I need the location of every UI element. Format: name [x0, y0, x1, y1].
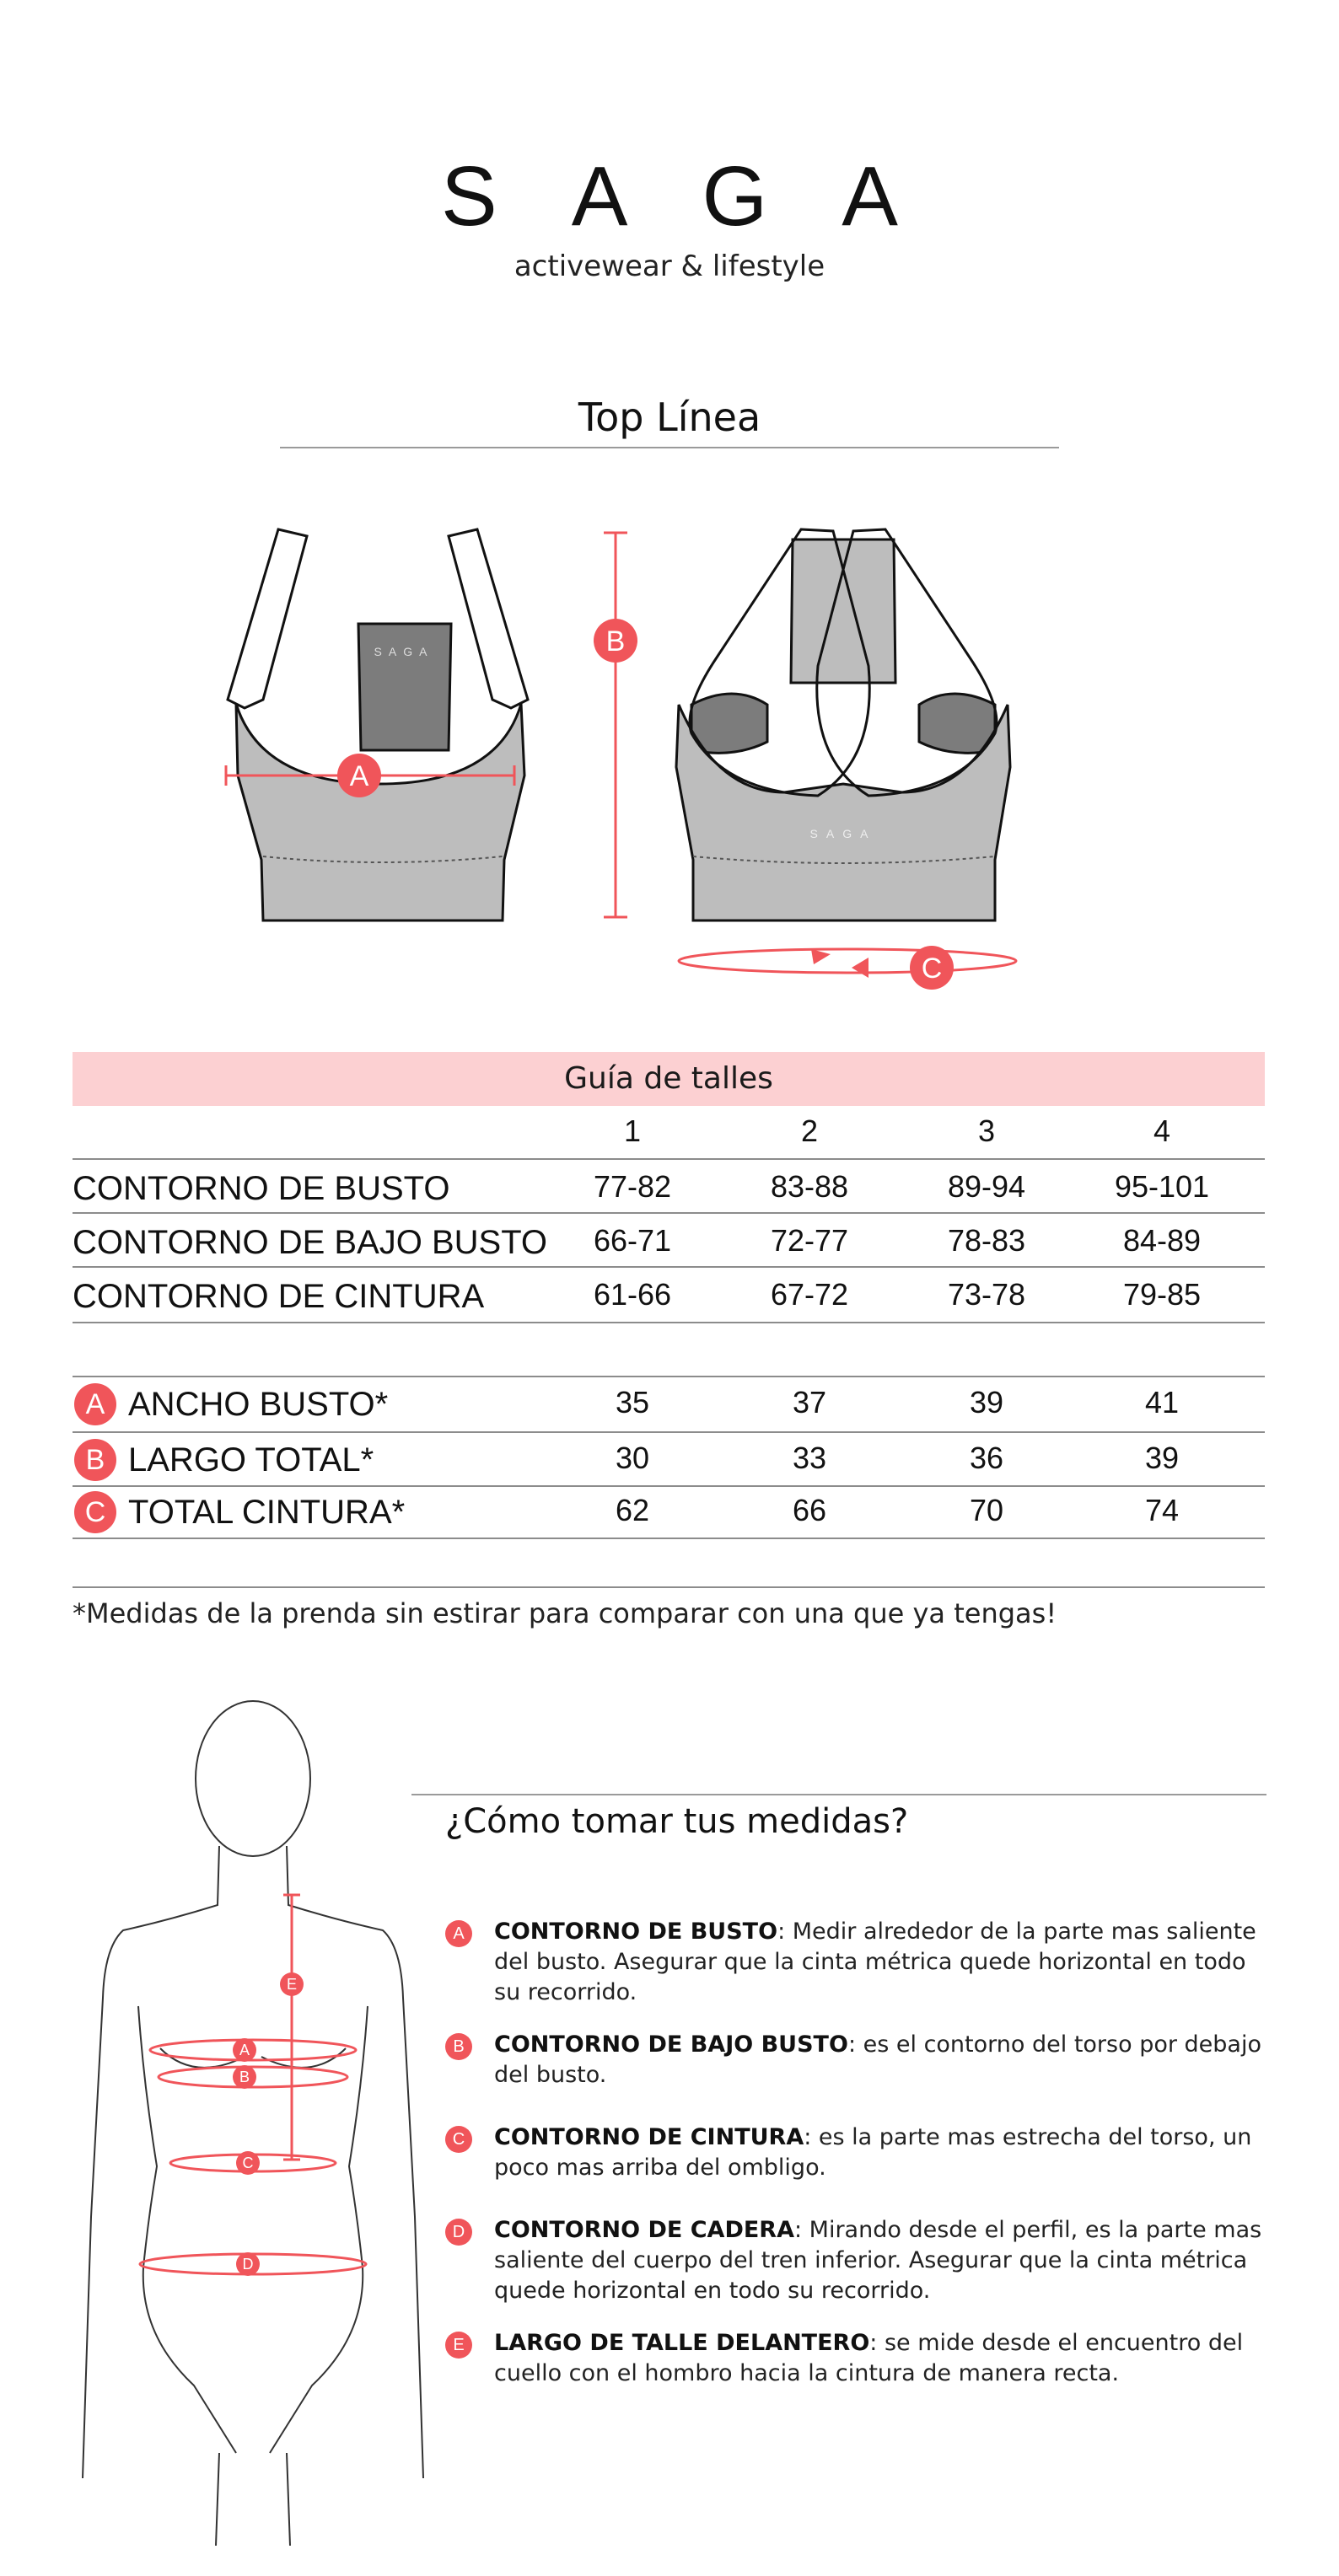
- step-badge: E: [445, 2332, 472, 2359]
- table-row: [73, 1269, 1265, 1323]
- step-item: [445, 1917, 1272, 2008]
- step-text: : es el contorno del torso por debajo del busto.: [494, 2031, 1261, 2088]
- table-cell: 72-77: [770, 1223, 849, 1258]
- garment-illustration: [211, 506, 1138, 995]
- table-row: [73, 1216, 1265, 1269]
- table-cell: 39: [969, 1385, 1004, 1419]
- badge-a: A: [74, 1383, 116, 1425]
- body-figure: [67, 1694, 438, 2554]
- divider: [73, 1212, 1265, 1214]
- table-cell: 79-85: [1122, 1277, 1202, 1312]
- step-item: [445, 2215, 1272, 2306]
- brand-tagline: activewear & lifestyle: [514, 250, 825, 283]
- size-guide-title: Guía de talles: [73, 1052, 1265, 1106]
- front-top-drawing: [226, 529, 637, 920]
- divider: [73, 1586, 1265, 1588]
- how-to-divider: [411, 1794, 1266, 1795]
- row-label: LARGO TOTAL*: [128, 1441, 374, 1479]
- front-logo: SAGA: [374, 645, 434, 658]
- garment-note: *Medidas de la prenda sin estirar para comparar con una que ya tengas!: [73, 1597, 1057, 1629]
- table-cell: 37: [792, 1385, 827, 1419]
- step-item: [445, 2030, 1272, 2090]
- size-4: 4: [1153, 1114, 1171, 1148]
- size-2: 2: [800, 1114, 819, 1148]
- step-term: CONTORNO DE BUSTO: [494, 1919, 778, 1945]
- table-cell: 73-78: [947, 1277, 1026, 1312]
- how-to-title: ¿Cómo tomar tus medidas?: [445, 1802, 909, 1841]
- back-logo: SAGA: [809, 827, 877, 840]
- step-term: LARGO DE TALLE DELANTERO: [494, 2330, 870, 2356]
- badge-c: C: [74, 1491, 116, 1533]
- marker-a: A: [349, 760, 369, 792]
- table-cell: 77-82: [593, 1169, 672, 1204]
- table-cell: 84-89: [1122, 1223, 1202, 1258]
- size-header-row: [73, 1106, 1265, 1160]
- step-badge: C: [445, 2126, 472, 2153]
- table-cell: 74: [1144, 1493, 1180, 1527]
- step-badge: D: [445, 2219, 472, 2246]
- table-cell: 78-83: [947, 1223, 1026, 1258]
- title-divider: [280, 447, 1059, 448]
- divider: [73, 1266, 1265, 1268]
- product-title: Top Línea: [578, 394, 761, 440]
- brand-logo: SAGA: [441, 149, 972, 244]
- marker-b: B: [605, 625, 626, 657]
- figure-marker-e: E: [286, 1976, 298, 1993]
- step-item: [445, 2328, 1272, 2389]
- step-text: : Medir alrededor de la parte mas saliente del busto. Asegurar que la cinta métrica quede horizontal en todo su recorrido.: [494, 1919, 1256, 2005]
- row-label: ANCHO BUSTO*: [128, 1386, 389, 1423]
- row-label: TOTAL CINTURA*: [128, 1494, 406, 1531]
- figure-marker-d: D: [242, 2256, 254, 2273]
- marker-c: C: [921, 953, 943, 985]
- step-term: CONTORNO DE BAJO BUSTO: [494, 2031, 848, 2058]
- figure-marker-a: A: [239, 2042, 250, 2058]
- table-cell: 39: [1144, 1441, 1180, 1475]
- table-cell: 66: [792, 1493, 827, 1527]
- step-item: [445, 2123, 1272, 2183]
- step-badge: B: [445, 2033, 472, 2060]
- step-text: : se mide desde el encuentro del cuello con el hombro hacia la cintura de manera recta.: [494, 2330, 1244, 2386]
- table-cell: 36: [969, 1441, 1004, 1475]
- table-cell: 89-94: [947, 1169, 1026, 1204]
- row-label: CONTORNO DE BUSTO: [73, 1170, 450, 1207]
- table-cell: 61-66: [593, 1277, 672, 1312]
- step-term: CONTORNO DE CADERA: [494, 2217, 794, 2243]
- back-top-drawing: [676, 529, 1016, 990]
- divider: [73, 1322, 1265, 1323]
- divider: [73, 1538, 1265, 1539]
- size-1: 1: [623, 1114, 642, 1148]
- step-text: : Mirando desde el perfil, es la parte mas saliente del cuerpo del tren inferior. Asegurar que la cinta métrica quede horizontal en todo su recorrido.: [494, 2217, 1262, 2304]
- table-cell: 95-101: [1114, 1169, 1210, 1204]
- table-cell: 66-71: [593, 1223, 672, 1258]
- table-row: [73, 1485, 1265, 1539]
- badge-b: B: [74, 1439, 116, 1481]
- row-label: CONTORNO DE BAJO BUSTO: [73, 1224, 548, 1261]
- table-row: [73, 1377, 1265, 1431]
- table-cell: 67-72: [770, 1277, 849, 1312]
- row-label: CONTORNO DE CINTURA: [73, 1278, 485, 1315]
- table-cell: 30: [615, 1441, 650, 1475]
- table-cell: 33: [792, 1441, 827, 1475]
- table-cell: 70: [969, 1493, 1004, 1527]
- table-cell: 35: [615, 1385, 650, 1419]
- figure-marker-c: C: [242, 2155, 254, 2171]
- table-row: [73, 1433, 1265, 1487]
- figure-marker-b: B: [239, 2069, 250, 2085]
- table-row: [73, 1162, 1265, 1216]
- table-cell: 62: [615, 1493, 650, 1527]
- step-badge: A: [445, 1920, 472, 1947]
- size-3: 3: [977, 1114, 996, 1148]
- table-cell: 41: [1144, 1385, 1180, 1419]
- table-cell: 83-88: [770, 1169, 849, 1204]
- divider: [73, 1158, 1265, 1160]
- step-term: CONTORNO DE CINTURA: [494, 2124, 804, 2150]
- step-text: : es la parte mas estrecha del torso, un poco mas arriba del ombligo.: [494, 2124, 1252, 2181]
